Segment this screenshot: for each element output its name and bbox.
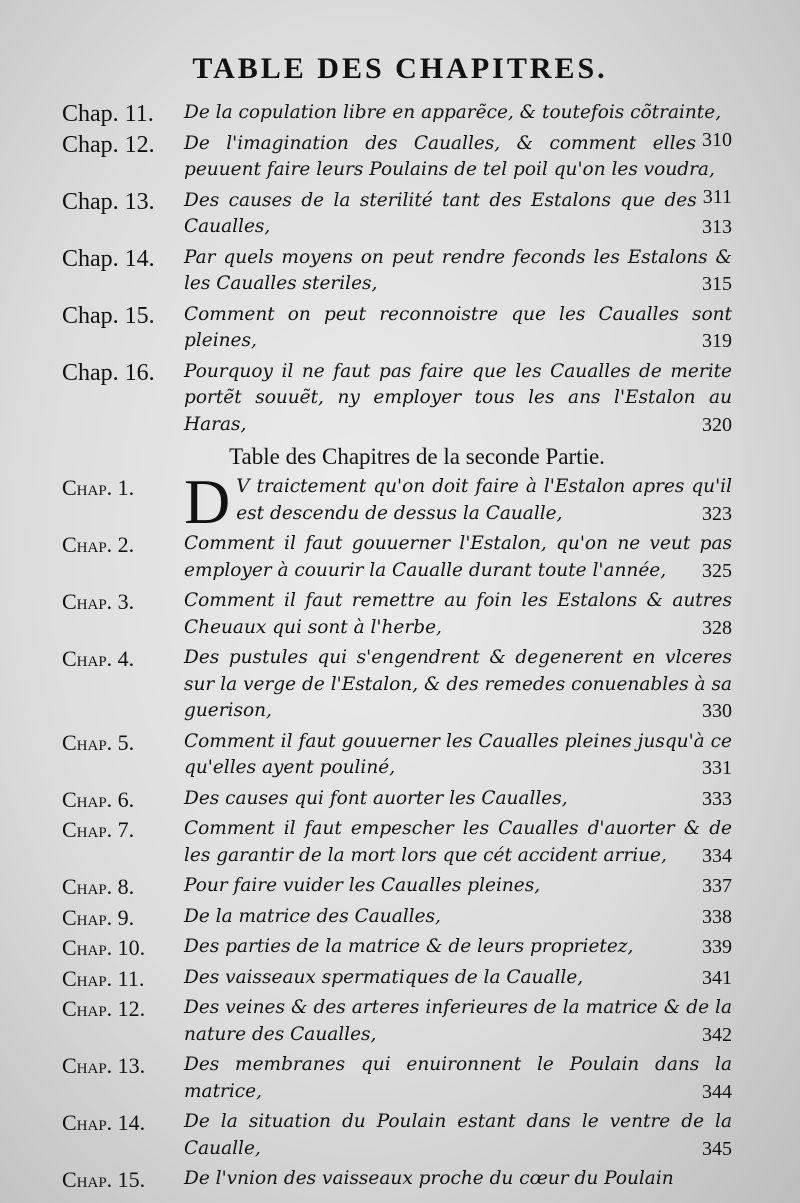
chapter-number: Chap. 1. (62, 475, 135, 500)
page-number: 315 (702, 273, 732, 295)
chapter-title (184, 588, 732, 641)
page-number: 325 (702, 559, 732, 582)
chapter-text: Comment il faut gouuerner l'Estalon, qu'on ne veut pas employer à couurir la Caualle durant toute l'année, (184, 533, 732, 581)
second-part-heading: Table des Chapitres de la seconde Partie. (229, 444, 605, 469)
chapter-title (184, 359, 732, 439)
toc-entry (62, 934, 732, 961)
chapter-title (184, 1052, 732, 1105)
chapter-title (184, 466, 732, 537)
chapter-text: Comment il faut empescher les Caualles d'auorter & de les garantir de la mort lors que cét accident arriue, (184, 818, 732, 866)
chapter-title (184, 131, 732, 208)
drop-cap: D (184, 466, 231, 537)
chapter-number: Chap. 15. (62, 1167, 146, 1192)
chapter-number: Chap. 13. (62, 1053, 146, 1078)
chapter-number: Chap. 6. (62, 786, 135, 812)
page-number: 341 (702, 966, 732, 989)
page-number: 337 (702, 875, 732, 897)
chapter-text: Des vaisseaux spermatiques de la Caualle, (184, 966, 584, 988)
chapter-title (184, 531, 732, 584)
part-one-entries (62, 100, 732, 438)
chapter-number: Chap. 13. (62, 188, 155, 215)
chapter-title (184, 1166, 732, 1193)
toc-entry (62, 531, 732, 584)
chapter-number: Chap. 12. (62, 996, 146, 1021)
chapter-text: De l'vnion des vaisseaux proche du cœur du Poulain (184, 1168, 674, 1189)
toc-entry (62, 873, 732, 900)
page-number: 330 (702, 700, 732, 722)
page-number: 323 (702, 502, 732, 525)
chapter-title (184, 188, 732, 241)
page-number: 313 (702, 216, 732, 238)
toc-entry (62, 816, 732, 869)
toc-entry (62, 245, 732, 298)
toc-entry (62, 188, 732, 241)
chapter-title (184, 904, 732, 931)
chapter-number: Chap. 7. (62, 817, 135, 842)
chapter-text: Des causes qui font auorter les Caualles, (184, 787, 568, 809)
chapter-number: Chap. 15. (62, 302, 155, 329)
chapter-number: Chap. 16. (62, 359, 155, 386)
chapter-title (184, 995, 732, 1048)
toc-entry (62, 729, 732, 782)
chapter-title (184, 786, 732, 813)
toc-entry (62, 904, 732, 931)
chapter-text: Des causes de la sterilité tant des Estalons que des Caualles, (184, 189, 697, 237)
toc-entry (62, 786, 732, 813)
page-number: 334 (702, 844, 732, 867)
chapter-number: Chap. 8. (62, 874, 135, 899)
chapter-text: Comment il faut remettre au foin les Estalons & autres Cheuaux qui sont à l'herbe, (184, 590, 732, 638)
page-number: 311 (702, 185, 732, 208)
chapter-number: Chap. 14. (62, 245, 155, 272)
chapter-text: Pourquoy il ne faut pas faire que les Caualles de merite portẽt souuẽt, ny employer tous les ans l'Estalon au Haras, (184, 360, 732, 435)
page-number: 342 (702, 1023, 732, 1046)
toc-entry (62, 965, 732, 992)
chapter-number: Chap. 10. (62, 935, 146, 960)
chapter-title (184, 816, 732, 869)
toc-entry (62, 302, 732, 355)
chapter-number: Chap. 9. (62, 904, 135, 930)
chapter-text: Comment il faut gouuerner les Caualles pleines jusqu'à ce qu'elles ayent pouliné, (184, 730, 732, 778)
chapter-title (184, 1109, 732, 1162)
page-number: 328 (702, 616, 732, 639)
toc-entry (62, 466, 732, 537)
chapter-title (184, 934, 732, 961)
chapter-number: Chap. 14. (62, 1110, 146, 1135)
chapter-title (184, 100, 732, 151)
toc-entry (62, 645, 732, 725)
chapter-text: De la copulation libre en apparẽce, & toutefois cõtrainte, (184, 102, 722, 123)
toc-entry (62, 1052, 732, 1105)
toc-entry (62, 359, 732, 439)
page-number: 345 (702, 1137, 732, 1160)
page-number: 320 (702, 413, 732, 436)
part-two-entries (62, 531, 732, 1193)
chapter-text: V traictement qu'on doit faire à l'Estalon apres qu'il est descendu de dessus la Caualle, (236, 476, 732, 524)
toc-entry (62, 1166, 732, 1193)
chapter-number: Chap. 5. (62, 729, 135, 755)
chapter-number: Chap. 11. (62, 101, 154, 127)
page-number: 333 (702, 787, 732, 810)
chapter-title (184, 873, 732, 900)
toc-entry (62, 995, 732, 1048)
chapter-number: Chap. 4. (62, 646, 135, 671)
page-title: TABLE DES CHAPITRES. (192, 52, 608, 85)
chapter-title (184, 645, 732, 725)
chapter-text: De la situation du Poulain estant dans le ventre de la Caualle, (184, 1111, 732, 1159)
chapter-title (184, 965, 732, 992)
chapter-number: Chap. 12. (62, 131, 155, 158)
page-number: 339 (702, 936, 732, 958)
chapter-title (184, 302, 732, 355)
page-number: 331 (702, 757, 732, 779)
page-number: 338 (702, 905, 732, 928)
chapter-number: Chap. 2. (62, 532, 135, 557)
toc-entry (62, 1109, 732, 1162)
chapter-text: Pour faire vuider les Caualles pleines, (184, 875, 541, 896)
page-number: 319 (702, 330, 732, 352)
toc-entry (62, 588, 732, 641)
chapter-text: Des parties de la matrice & de leurs proprietez, (184, 936, 634, 957)
chapter-number: Chap. 11. (62, 965, 145, 991)
chapter-title (184, 729, 732, 782)
page-number: 344 (702, 1080, 732, 1103)
chapter-text: Comment on peut reconnoistre que les Caualles sont pleines, (184, 303, 732, 351)
chapter-text: De la matrice des Caualles, (184, 905, 441, 927)
chapter-title (184, 245, 732, 298)
chapter-text: Des membranes qui enuironnent le Poulain dans la matrice, (184, 1054, 732, 1102)
chapter-text: Des veines & des arteres inferieures de la matrice & de la nature des Caualles, (184, 997, 732, 1045)
chapter-text: Par quels moyens on peut rendre feconds les Estalons & les Caualles steriles, (184, 246, 732, 294)
chapter-number: Chap. 3. (62, 589, 135, 614)
table-of-contents (62, 100, 732, 1197)
chapter-text: Des pustules qui s'engendrent & degenerent en vlceres sur la verge de l'Estalon, & des remedes conuenables à sa guerison, (184, 647, 732, 721)
chapter-text: De l'imagination des Caualles, & comment elles peuuent faire leurs Poulains de tel poil qu'on les voudra, (184, 132, 715, 180)
page-number: 310 (702, 128, 732, 151)
